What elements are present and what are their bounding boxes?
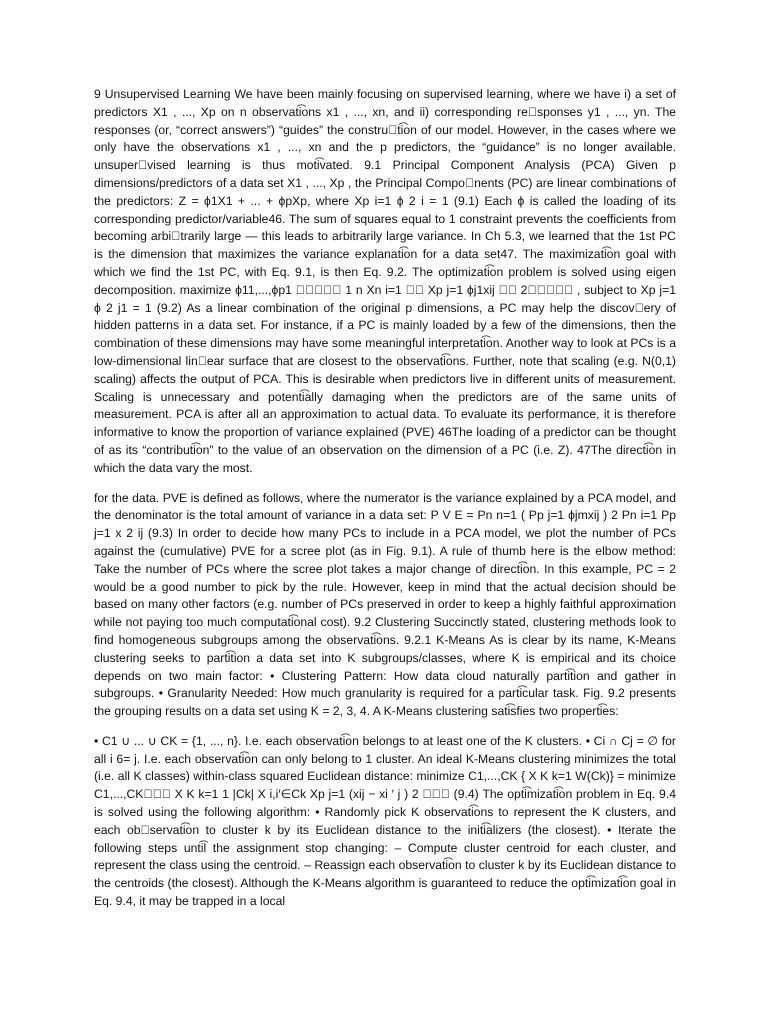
- paragraph-pca-intro: 9 Unsupervised Learning We have been mainly focusing on supervised learning, where we have i) a set of predictors X1 , ..., Xp on n observati͡ons x1 , ..., xn, and ii) corresponding re􏰀sponses y1 , ..., yn. The responses (or, “correct answers”) “guides” the constru􏰀ti͡on of our model. However, in the cases where we only have the observations x1 , ..., xn and the p predictors, the “guidance” is no longer available. unsuper􏰀vised learning is thus moti͡vated. 9.1 Principal Component Analysis (PCA) Given p dimensions/predictors of a data set X1 , ..., Xp , the Principal Compo􏰀nents (PC) are linear combinations of the predictors: Z = ϕ1X1 + ... + ϕpXp, where Xp i=1 ϕ 2 i = 1 (9.1) Each ϕ is called the loading of its corresponding predictor/variable46. The sum of squares equal to 1 constraint prevents the coefficients from becoming arbi􏰀trarily large — this leads to arbitrarily large variance. In Ch 5.3, we learned that the 1st PC is the dimension that maximizes the variance explanati͡on for a data set47. The maximizati͡on goal with which we find the 1st PC, with Eq. 9.1, is then Eq. 9.2. The optimizati͡on problem is solved using eigen decomposition. maximize ϕ11,...,ϕp1 􏰀􏰀􏰀􏰀􏰀 1 n Xn i=1 􏰀􏰀 Xp j=1 ϕj1xij 􏰀􏰀 2􏰀􏰀􏰀􏰀􏰀 , subject to Xp j=1 ϕ 2 j1 = 1 (9.2) As a linear combination of the original p dimensions, a PC may help the discov􏰀ery of hidden patterns in a data set. For instance, if a PC is mainly loaded by a few of the dimensions, then the combination of these dimensions may have some meaningful interpretati͡on. Another way to look at PCs is a low-dimensional lin􏰀ear surface that are closest to the observati͡ons. Further, note that scaling (e.g. N(0,1) scaling) affects the output of PCA. This is desirable when predictors live in different units of measurement. Scaling is unnecessary and potenti͡ally damaging when the predictors are of the same units of measurement. PCA is after all an approximation to actual data. To evaluate its performance, it is therefore informative to know the proportion of variance explained (PVE) 46The loading of a predictor can be thought of as its “contributi͡on” to the value of an observation on the dimension of a PC (i.e. Z). 47The directi͡on in which the data vary the most.: [94, 87, 676, 475]
- paragraph-pve-clustering: for the data. PVE is defined as follows, where the numerator is the variance explained by a PCA model, and the denominator is the total amount of variance in a data set: P V E = Pn n=1 ( Pp j=1 ϕjmxij ) 2 Pn i=1 Pp j=1 x 2 ij (9.3) In order to decide how many PCs to include in a PCA model, we plot the number of PCs against the (cumulative) PVE for a scree plot (as in Fig. 9.1). A rule of thumb here is the elbow method: Take the number of PCs where the scree plot takes a major change of directi͡on. In this example, PC = 2 would be a good number to pick by the rule. However, keep in mind that the actual decision should be based on many other factors (e.g. number of PCs preserved in order to keep a highly faithful approximation while not paying too much computati͡onal cost). 9.2 Clustering Succinctly stated, clustering methods look to find homogeneous subgroups among the observati͡ons. 9.2.1 K-Means As is clear by its name, K-Means clustering seeks to parti͡tion a data set into K subgroups/classes, where K is empirical and its choice depends on two main factor: • Clustering Pattern: How data cloud naturally parti͡tion and gather in subgroups. • Granularity Needed: How much granularity is required for a parti͡cular task. Fig. 9.2 presents the grouping results on a data set using K = 2, 3, 4. A K-Means clustering sati͡sfies two properti͡es:: [94, 490, 676, 719]
- document-page: [94, 86, 676, 911]
- paragraph-kmeans-algorithm: • C1 ∪ ... ∪ CK = {1, ..., n}. I.e. each observati͡on belongs to at least one of the K clusters. • Ci ∩ Cj = ∅ for all i 6= j. I.e. each observati͡on can only belong to 1 cluster. An ideal K-Means clustering minimizes the total (i.e. all K classes) within-class squared Euclidean distance: minimize C1,...,CK { X K k=1 W(Ck)} = minimize C1,...,CK􏰀􏰀􏰀 X K k=1 1 |Ck| X i,i′∈Ck Xp j=1 (xij − xi ′ j ) 2 􏰀􏰀􏰀 (9.4) The opti͡mizati͡on problem in Eq. 9.4 is solved using the following algorithm: • Randomly pick K observati͡ons to represent the K clusters, and each ob􏰀servati͡on to cluster k by its Euclidean distance to the initi͡alizers (the closest). • Iterate the following steps unti͡l the assignment stop changing: – Compute cluster centroid for each cluster, and represent the class using the centroid. – Reassign each observati͡on to cluster k by its Euclidean distance to the centroids (the closest). Although the K-Means algorithm is guaranteed to reduce the opti͡mizati͡on goal in Eq. 9.4, it may be trapped in a local: [94, 733, 676, 909]
